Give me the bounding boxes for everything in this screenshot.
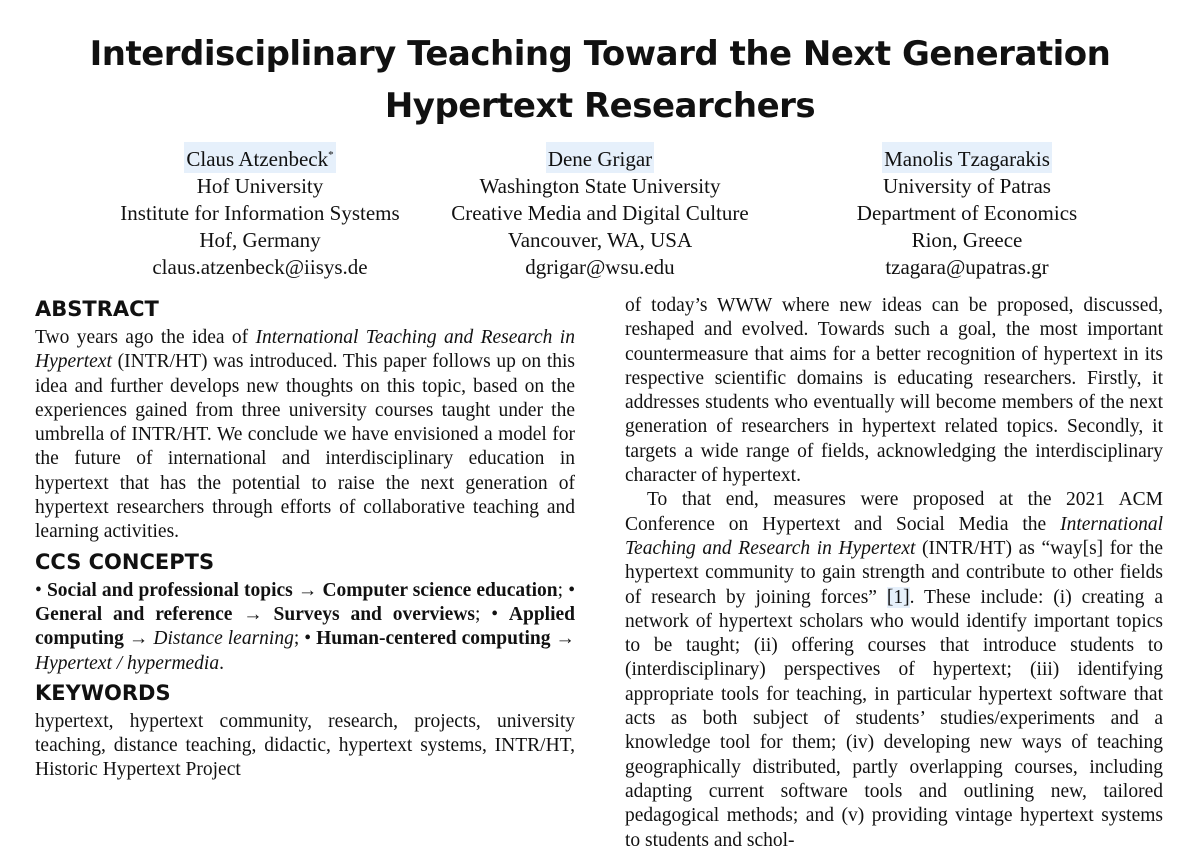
author-location: Hof, Germany bbox=[199, 228, 321, 252]
author-affiliation: University of Patras bbox=[883, 174, 1051, 198]
abstract-heading: ABSTRACT bbox=[35, 297, 159, 321]
author-name[interactable]: Claus Atzenbeck* bbox=[184, 142, 335, 173]
corresponding-author-mark: * bbox=[328, 149, 334, 161]
author-3 bbox=[777, 142, 1157, 281]
keywords-text: hypertext, hypertext community, research, projects, university teaching, distance teaching, didactic, hypertext systems, INTR/HT, Historic Hypertext Project bbox=[35, 710, 575, 781]
author-affiliation: Hof University bbox=[196, 174, 324, 198]
ccs-heading: CCS CONCEPTS bbox=[35, 549, 215, 574]
author-department: Department of Economics bbox=[856, 201, 1078, 225]
author-email: dgrigar@wsu.edu bbox=[525, 255, 675, 279]
intro-paragraph-2: To that end, measures were proposed at the 2021 ACM Conference on Hypertext and Social Media the International Teaching and Research in Hypertext (INTR/HT) as “way[s] for the hypertext community to gain strength and contribute to other fields of research by joining forces” [1]. These include: (i) creating a network of hypertext scholars who would identify important topics to be taught; (ii) offering courses that introduce students to (interdisciplinary) perspectives of hypertext; (iii) identifying appropriate tools for teaching, in particular hypertext software that acts as both subject of students’ studies/experiments and a knowledge tool for them; (iv) developing new ways of teaching geographically distributed, partly overlapping courses, including adapting current software tools and outlining new, tailored pedagogical methods; and (v) providing vintage hypertext systems to students and schol- bbox=[625, 489, 1163, 851]
author-affiliation: Washington State University bbox=[479, 174, 721, 198]
author-department: Creative Media and Digital Culture bbox=[451, 201, 749, 225]
author-block bbox=[0, 142, 1200, 282]
intro-paragraph-1: of today’s WWW where new ideas can be proposed, discussed, reshaped and evolved. Towards such a goal, the most important countermeasure that aims for a better recognition of hypertext in its respective scientific domains is educating researchers. Firstly, it addresses students who eventually will become members of the next generation of researchers in hypertext related topics. Secondly, it targets a wide range of fields, acknowledging the interdisciplinary character of hypertext. bbox=[625, 295, 1163, 487]
abstract-text: Two years ago the idea of International Teaching and Research in Hypertext (INTR/HT) was introduced. This paper follows up on this idea and further develops new thoughts on this topic, based on the experiences gained from three university courses taught under the umbrella of INTR/HT. We conclude we have envisioned a model for the future of international and interdisciplinary education in hypertext that has the potential to raise the next generation of hypertext researchers through efforts of collaborative teaching and learning activities. bbox=[35, 327, 575, 543]
ccs-concepts: • Social and professional topics → Computer science education; • General and reference → Surveys and overviews; • Applied computing → Distance learning; • Human-centered computing → Hypertext / hypermedia. bbox=[35, 579, 576, 674]
author-email: claus.atzenbeck@iisys.de bbox=[152, 255, 368, 279]
author-location: Vancouver, WA, USA bbox=[507, 228, 693, 252]
citation-link[interactable]: [1] bbox=[886, 586, 910, 608]
author-department: Institute for Information Systems bbox=[120, 201, 400, 225]
author-2 bbox=[410, 142, 790, 281]
paper-title: Interdisciplinary Teaching Toward the Next Generation Hypertext Researchers bbox=[89, 34, 1111, 126]
keywords-heading: KEYWORDS bbox=[35, 680, 171, 705]
left-column bbox=[35, 292, 575, 783]
author-location: Rion, Greece bbox=[911, 228, 1023, 252]
right-column bbox=[625, 294, 1163, 853]
author-1 bbox=[70, 142, 450, 281]
author-email: tzagara@upatras.gr bbox=[885, 255, 1049, 279]
author-name[interactable]: Manolis Tzagarakis bbox=[882, 142, 1052, 173]
author-name[interactable]: Dene Grigar bbox=[546, 142, 654, 173]
